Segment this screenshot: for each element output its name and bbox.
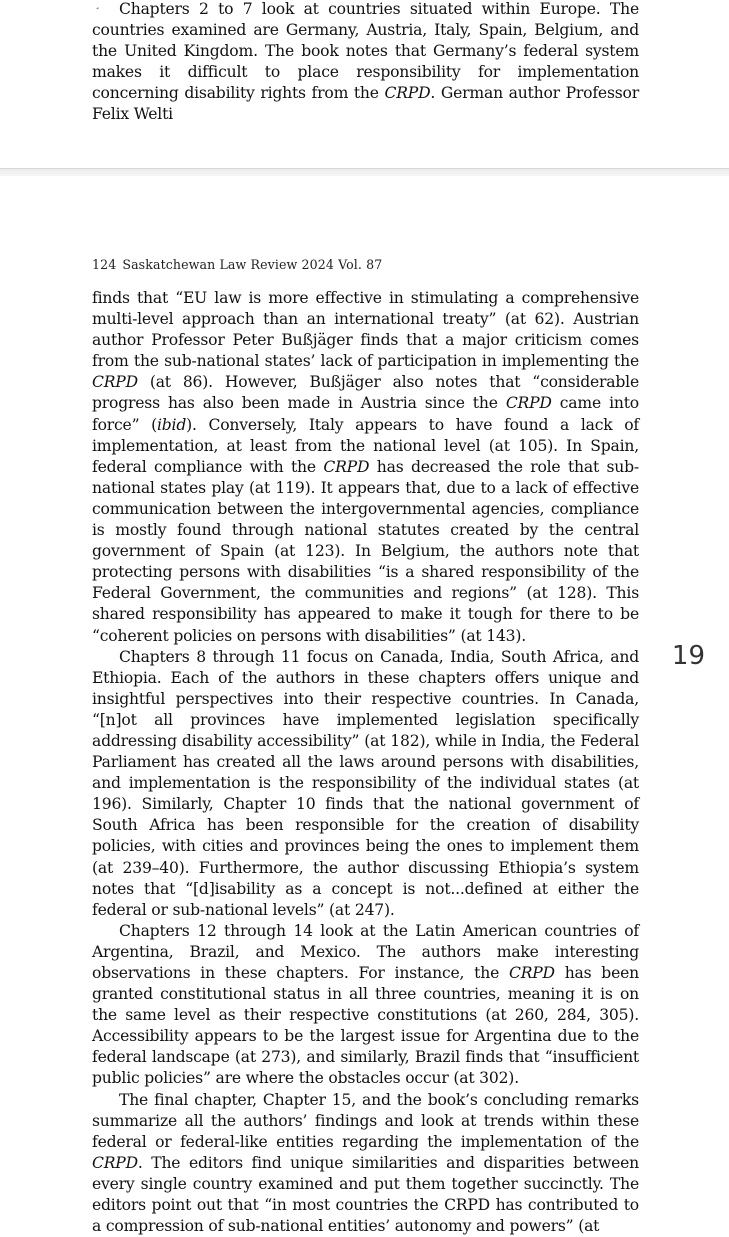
ibid-emphasis: ibid (156, 415, 187, 434)
crpd-emphasis: CRPD (323, 457, 370, 476)
paragraph-text: has been granted constitutional status in all three countries, meaning it is on the same level as their respective constitutions (at 260, 284, 305). Accessibility appears to be the largest issue for Argentina due to the federal landscape (at 273), and similarly, Brazil finds that “insufficient public policies” are where the obstacles occur (at 302). (92, 964, 639, 1088)
paragraph-continuation (92, 288, 639, 647)
page-body (92, 288, 639, 1237)
previous-page-text (92, 0, 639, 126)
crpd-emphasis: CRPD (505, 394, 552, 413)
paragraph-text: ). Conversely, Italy appears to have found a lack of implementation, at least from the national level (at 105). In Spain, federal compliance with the (92, 415, 639, 476)
paragraph-text: (at 86). However, Bußjäger also notes that “considerable progress has also been made in Austria since the (92, 373, 639, 413)
paragraph-text: . German author Professor Felix Welti (92, 84, 639, 124)
corner-mark: ¸ (95, 0, 100, 10)
paragraph-europe-chapters (92, 0, 639, 126)
current-page (0, 176, 729, 1236)
crpd-emphasis: CRPD (92, 373, 138, 392)
page-number: 124 (92, 257, 117, 272)
paragraph-chapters-8-11: Chapters 8 through 11 focus on Canada, India, South Africa, and Ethiopia. Each of the authors in these chapters offers unique and insightful perspectives into their respective countries. In Canada, “[n]ot all provinces have implemented legislation specifically addressing disability accessibility” (at 182), while in India, the Federal Parliament has created all the laws around persons with disabilities, and implementation is the responsibility of the individual states (at 196). Similarly, Chapter 10 finds that the national government of South Africa has been responsible for the creation of disability policies, with cities and provinces being the ones to implement them (at 239–40). Furthermore, the author discussing Ethiopia’s system notes that “[d]isability as a concept is not...defined at either the federal or sub-national levels” (at 247). (92, 647, 639, 919)
paragraph-chapters-12-14 (92, 921, 639, 1090)
paragraph-text: Chapters 12 through 14 look at the Latin American countries of Argentina, Brazil, and Mexico. The authors make interesting observations in these chapters. For instance, the (92, 921, 639, 982)
previous-page (0, 0, 729, 172)
crpd-emphasis: CRPD (92, 1153, 138, 1172)
journal-title: Saskatchewan Law Review 2024 Vol. 87 (122, 257, 383, 272)
paragraph-text: finds that “EU law is more effective in stimulating a comprehensive multi-level approach than an international treaty” (at 62). Austrian author Professor Peter Bußjäger finds that a major criticism comes from the sub-national states’ lack of participation in implementing the (92, 289, 639, 371)
paragraph-text: has decreased the role that sub-national states play (at 119). It appears that, due to a lack of effective communication between the intergovernmental agencies, compliance is mostly found through national statutes created by the central government of Spain (at 123). In Belgium, the authors note that protecting persons with disabilities “is a shared responsibility of the Federal Government, the communities and regions” (at 128). This shared responsibility has appeared to make it tough for there to be “coherent policies on persons with disabilities” (at 143). (92, 457, 639, 645)
running-header (92, 257, 382, 272)
page-indicator: 19 (671, 641, 705, 671)
paragraph-text: Chapters 2 to 7 look at countries situated within Europe. The countries examined are Germany, Austria, Italy, Spain, Belgium, and the United Kingdom. The book notes that Germany’s federal system makes it difficult to place responsibility for implementation concerning disability rights from the (92, 0, 639, 103)
crpd-emphasis: CRPD (508, 964, 555, 982)
paragraph-text: The final chapter, Chapter 15, and the book’s concluding remarks summarize all the authors’ findings and look at trends within these federal or federal-like entities regarding the implementation of the (92, 1090, 639, 1151)
paragraph-final-chapter (92, 1090, 639, 1237)
crpd-emphasis: CRPD (384, 84, 431, 103)
paragraph-text: . The editors find unique similarities and disparities between every single country examined and put them together succinctly. The editors point out that “in most countries the CRPD has contributed to a compression of sub-national entities’ autonomy and powers” (at (92, 1153, 639, 1236)
paragraph-text: came into force” ( (92, 394, 639, 434)
